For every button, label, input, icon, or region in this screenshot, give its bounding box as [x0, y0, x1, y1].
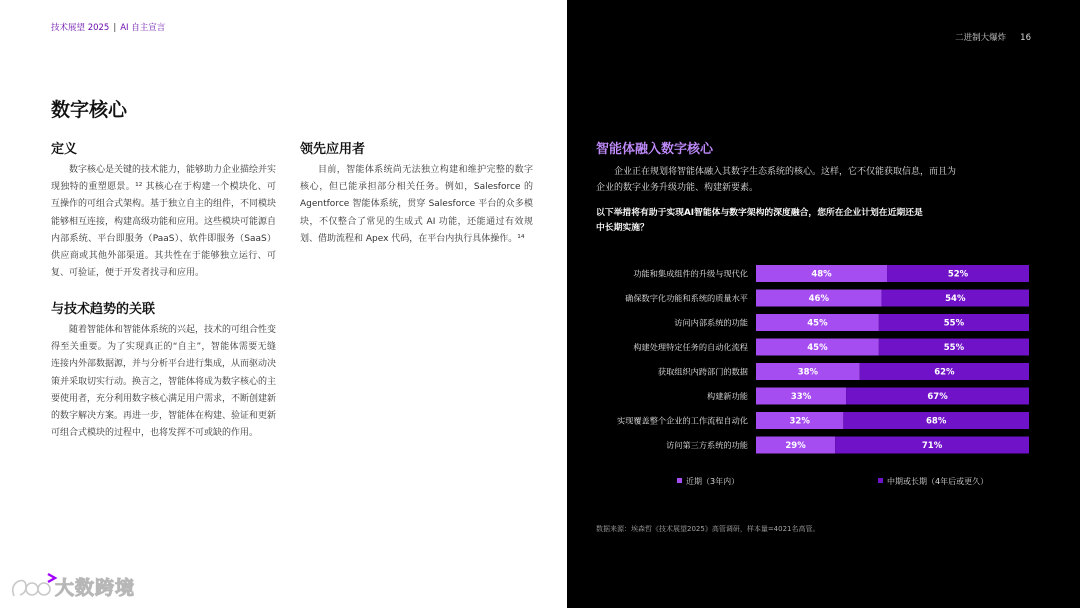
category-label: 访问内部系统的功能 [674, 317, 748, 328]
data-label: 45% [807, 318, 828, 329]
data-label: 55% [943, 318, 965, 329]
category-label: 访问第三方系统的功能 [666, 440, 748, 450]
data-source: 数据来源：埃森哲《技术展望2025》高管调研，样本量=4021名高管。 [596, 525, 820, 533]
data-label: 33% [790, 392, 812, 402]
data-label: 71% [921, 441, 943, 451]
category-label: 确保数字化功能和系统的质量水平 [625, 293, 748, 303]
report-name: 技术展望 2025 [51, 23, 110, 33]
data-label: 55% [943, 343, 965, 353]
legend-label: 中期或长期（4年后或更久） [887, 477, 989, 486]
data-label: 45% [807, 343, 828, 353]
data-label: 32% [789, 416, 810, 427]
data-label: 52% [947, 269, 969, 280]
chapter-name: 二进制大爆炸 [955, 33, 1007, 43]
leaders-heading: 领先应用者 [300, 142, 366, 157]
category-label: 功能和集成组件的升级与现代化 [633, 268, 748, 279]
trend-paragraph: 随着智能体和智能体系统的兴起，技术的可组合性变得至关重要。为了实现真正的“自主”，智能体需要无缝连接内外部数据源，并与分析平台进行集成，从而驱动决策并采取切实行动。换言之，智能体将成为数字核心的主要使用者，充分利用数字核心满足用户需求，不断创建新的数字解决方案。再进一步，智能体在构建、验证和更新可组合式模块的过程中，也将发挥不可或缺的作用。 [51, 325, 277, 439]
data-label: 38% [797, 367, 819, 378]
chart-intro: 企业正在规划将智能体融入其数字生态系统的核心。这样，它不仅能获取信息，而且为企业的数字业务升级功能、构建新要素。 [596, 167, 957, 193]
data-label: 48% [811, 269, 832, 280]
data-label: 62% [934, 367, 955, 378]
watermark-text: 大数跨境 [55, 577, 136, 599]
category-label: 构建处理特定任务的自动化流程 [633, 342, 748, 352]
breadcrumb-separator: | [113, 23, 117, 33]
trend-heading: 与技术趋势的关联 [51, 302, 156, 317]
header-breadcrumb [51, 21, 165, 33]
data-label: 29% [785, 441, 806, 451]
category-label: 构建新功能 [707, 391, 748, 401]
data-label: 68% [926, 416, 947, 427]
page-number: 16 [1020, 33, 1031, 43]
chart-section-title: 智能体融入数字核心 [596, 142, 714, 157]
stacked-bar-chart [567, 255, 1080, 505]
data-label: 46% [808, 294, 829, 304]
data-label: 54% [945, 294, 966, 304]
definition-paragraph: 数字核心是关键的技术能力，能够助力企业描绘并实现独特的重塑愿景。¹² 其核心在于构建一个模块化、可互操作的可组合式架构。基于独立自主的组件，不同模块能够相互连接，构建高级功能和应用。这些模块可能源自内部系统、平台即服务（PaaS）、软件即服务（SaaS）供应商或其他外部渠道。其共性在于能够独立运行、可复、可验证，便于开发者找寻和应用。 [51, 165, 277, 279]
leaders-paragraph: 目前，智能体系统尚无法独立构建和维护完整的数字核心，但已能承担部分相关任务。例如，Salesforce 的 Agentforce 智能体系统，贯穿 Salesforce 平台的众多模块，不仅整合了常见的生成式 AI 功能，还能通过有效规划、借助流程和 Apex 代码，在平台内执行具体操作。¹⁴ [300, 165, 533, 244]
report-section: AI 自主宣言 [120, 23, 166, 33]
header-chapter [955, 31, 1031, 43]
data-label: 67% [927, 392, 948, 402]
legend-swatch [878, 478, 883, 483]
category-label: 实现覆盖整个企业的工作流程自动化 [616, 415, 748, 426]
definition-heading: 定义 [51, 142, 78, 157]
category-label: 获取组织内跨部门的数据 [657, 366, 748, 377]
page-title: 数字核心 [51, 99, 128, 121]
legend-label: 近期（3年内） [686, 477, 740, 486]
survey-question: 以下举措将有助于实现AI智能体与数字架构的深度融合，您所在企业计划在近期还是中长期实施？ [596, 208, 923, 233]
legend-swatch [677, 478, 682, 483]
